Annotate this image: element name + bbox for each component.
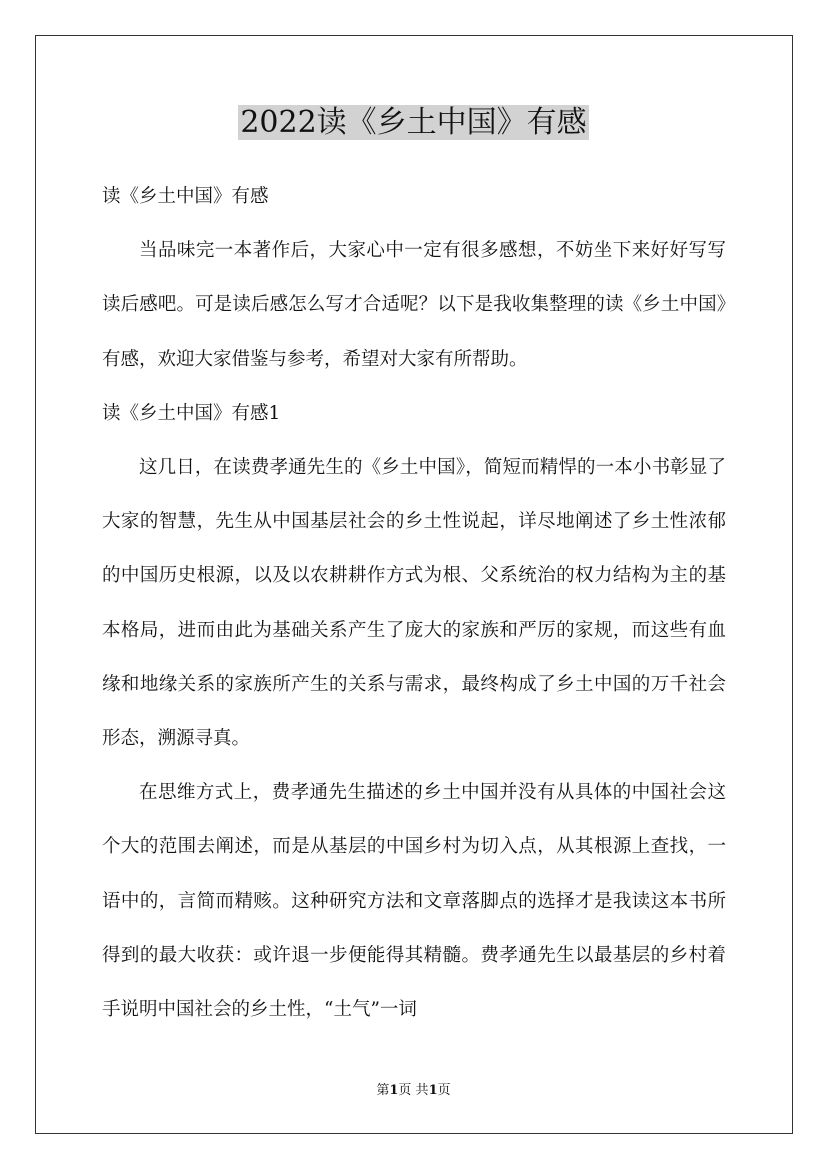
paragraph: 读《乡土中国》有感1 [102, 402, 281, 424]
footer-page-number: 1 [389, 1083, 399, 1098]
footer-total-pages: 1 [428, 1083, 438, 1098]
page-footer [0, 1082, 827, 1100]
paragraph: 当品味完一本著作后，大家心中一定有很多感想，不妨坐下来好好写写读后感吧。可是读后感怎么写才合适呢？以下是我收集整理的读《乡土中国》有感，欢迎大家借鉴与参考，希望对大家有所帮助。 [102, 240, 726, 370]
document-title [0, 103, 827, 143]
document-title-text: 2022读《乡土中国》有感 [240, 105, 587, 140]
footer-prefix: 第 [376, 1083, 390, 1098]
footer-middle: 页 共 [398, 1083, 429, 1098]
document-body [102, 170, 726, 1037]
paragraph: 在思维方式上，费孝通先生描述的乡土中国并没有从具体的中国社会这个大的范围去阐述，而是从基层的中国乡村为切入点，从其根源上查找，一语中的，言简而精赅。这种研究方法和文章落脚点的选择才是我读这本书所得到的最大收获：或许退一步便能得其精髓。费孝通先生以最基层的乡村着手说明中国社会的乡土性，“土气”一词 [102, 782, 726, 1021]
footer-suffix: 页 [437, 1083, 451, 1098]
paragraph: 读《乡土中国》有感 [102, 186, 269, 207]
paragraph: 这几日，在读费孝通先生的《乡土中国》，简短而精悍的一本小书彰显了大家的智慧，先生从中国基层社会的乡土性说起，详尽地阐述了乡土性浓郁的中国历史根源，以及以农耕耕作方式为根、父系统治的权力结构为主的基本格局，进而由此为基础关系产生了庞大的家族和严厉的家规，而这些有血缘和地缘关系的家族所产生的关系与需求，最终构成了乡土中国的万千社会形态，溯源寻真。 [102, 457, 726, 750]
